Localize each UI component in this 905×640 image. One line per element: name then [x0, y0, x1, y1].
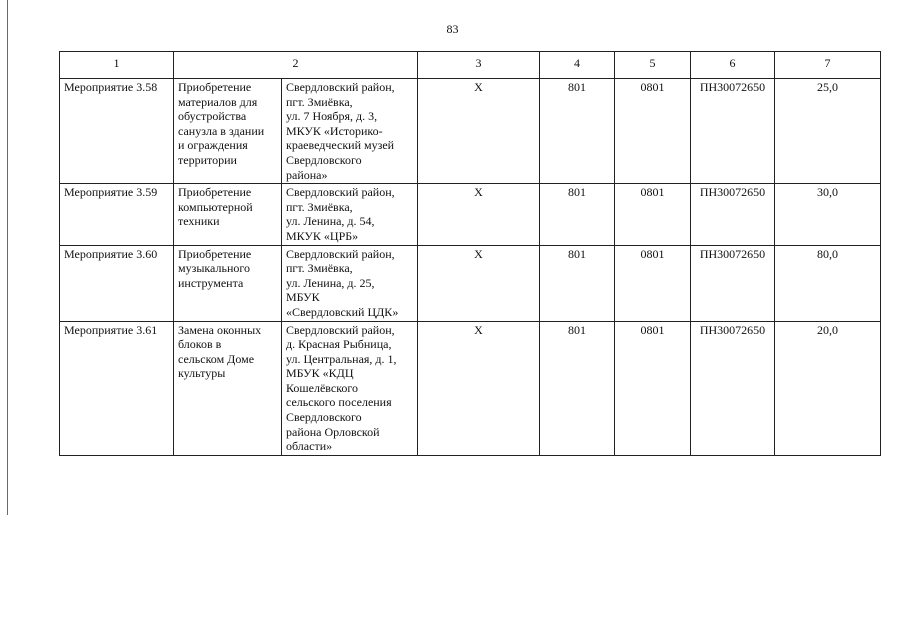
table-row: [60, 79, 881, 184]
col4-cell: 801: [540, 321, 615, 455]
activity-cell: Мероприятие 3.61: [60, 321, 174, 455]
address-line: МКУК «Историко-: [286, 123, 383, 138]
header-col-2: 2: [174, 52, 418, 79]
col4-cell: 801: [540, 79, 615, 184]
left-margin-rule: [7, 0, 8, 515]
address-cell: [282, 184, 418, 245]
activity-name-line: сельском Доме: [178, 351, 255, 366]
address-line: Свердловского: [286, 410, 362, 425]
address-line: ул. 7 Ноября, д. 3,: [286, 109, 378, 124]
col6-cell: ПН30072650: [691, 184, 775, 245]
address-line: «Свердловский ЦДК»: [286, 304, 399, 319]
activity-name-line: компьютерной: [178, 199, 253, 214]
address-line: Свердловский район,: [286, 246, 395, 261]
address-line: ул. Ленина, д. 25,: [286, 275, 375, 290]
activity-name-line: музыкального: [178, 261, 250, 276]
address-line: пгт. Змиёвка,: [286, 261, 353, 276]
activity-cell: Мероприятие 3.60: [60, 245, 174, 321]
table-body: [60, 79, 881, 456]
col5-cell: 0801: [615, 245, 691, 321]
activity-name-cell: [174, 321, 282, 455]
table-row: [60, 321, 881, 455]
col6-cell: ПН30072650: [691, 321, 775, 455]
address-line: МБУК «КДЦ: [286, 366, 354, 381]
header-col-3: 3: [418, 52, 540, 79]
address-line: области»: [286, 439, 333, 454]
address-line: Свердловский район,: [286, 185, 395, 200]
address-line: ул. Центральная, д. 1,: [286, 351, 397, 366]
budget-table: [59, 51, 881, 456]
header-col-6: 6: [691, 52, 775, 79]
address-line: района Орловской: [286, 424, 380, 439]
activity-name-line: техники: [178, 214, 220, 229]
address-cell: [282, 321, 418, 455]
address-line: д. Красная Рыбница,: [286, 337, 392, 352]
col7-cell: 80,0: [775, 245, 881, 321]
address-line: краеведческий музей: [286, 138, 395, 153]
activity-name-line: санузла в здании: [178, 123, 265, 138]
col4-cell: 801: [540, 184, 615, 245]
activity-name-line: Замена оконных: [178, 322, 262, 337]
col4-cell: 801: [540, 245, 615, 321]
header-col-4: 4: [540, 52, 615, 79]
col3-cell: X: [418, 321, 540, 455]
address-line: района»: [286, 167, 328, 182]
address-line: ул. Ленина, д. 54,: [286, 214, 375, 229]
activity-name-cell: [174, 184, 282, 245]
address-line: Свердловский район,: [286, 80, 395, 94]
table-row: [60, 245, 881, 321]
address-cell: [282, 79, 418, 184]
activity-name-line: блоков в: [178, 337, 222, 352]
activity-name-line: Приобретение: [178, 185, 252, 200]
activity-name-line: Приобретение: [178, 246, 252, 261]
address-line: Свердловского: [286, 152, 362, 167]
address-line: Свердловский район,: [286, 322, 395, 337]
col3-cell: X: [418, 184, 540, 245]
activity-name-cell: [174, 245, 282, 321]
activity-name-line: культуры: [178, 366, 226, 381]
col5-cell: 0801: [615, 321, 691, 455]
col6-cell: ПН30072650: [691, 245, 775, 321]
header-col-1: 1: [60, 52, 174, 79]
activity-name-cell: [174, 79, 282, 184]
activity-name-line: территории: [178, 152, 237, 167]
col7-cell: 30,0: [775, 184, 881, 245]
activity-name-line: обустройства: [178, 109, 247, 124]
col5-cell: 0801: [615, 79, 691, 184]
activity-name-line: материалов для: [178, 94, 258, 109]
activity-name-line: инструмента: [178, 275, 244, 290]
address-cell: [282, 245, 418, 321]
col3-cell: X: [418, 79, 540, 184]
activity-cell: Мероприятие 3.59: [60, 184, 174, 245]
header-col-5: 5: [615, 52, 691, 79]
col5-cell: 0801: [615, 184, 691, 245]
header-row: [60, 52, 881, 79]
address-line: МКУК «ЦРБ»: [286, 228, 359, 243]
address-line: пгт. Змиёвка,: [286, 199, 353, 214]
address-line: пгт. Змиёвка,: [286, 94, 353, 109]
address-line: МБУК: [286, 290, 320, 305]
col6-cell: ПН30072650: [691, 79, 775, 184]
col7-cell: 25,0: [775, 79, 881, 184]
address-line: Кошелёвского: [286, 380, 359, 395]
col7-cell: 20,0: [775, 321, 881, 455]
table-row: [60, 184, 881, 245]
address-line: сельского поселения: [286, 395, 392, 410]
col3-cell: X: [418, 245, 540, 321]
header-col-7: 7: [775, 52, 881, 79]
page-number: 83: [446, 22, 459, 36]
activity-name-line: Приобретение: [178, 80, 252, 94]
activity-name-line: и ограждения: [178, 138, 248, 153]
activity-cell: Мероприятие 3.58: [60, 79, 174, 184]
